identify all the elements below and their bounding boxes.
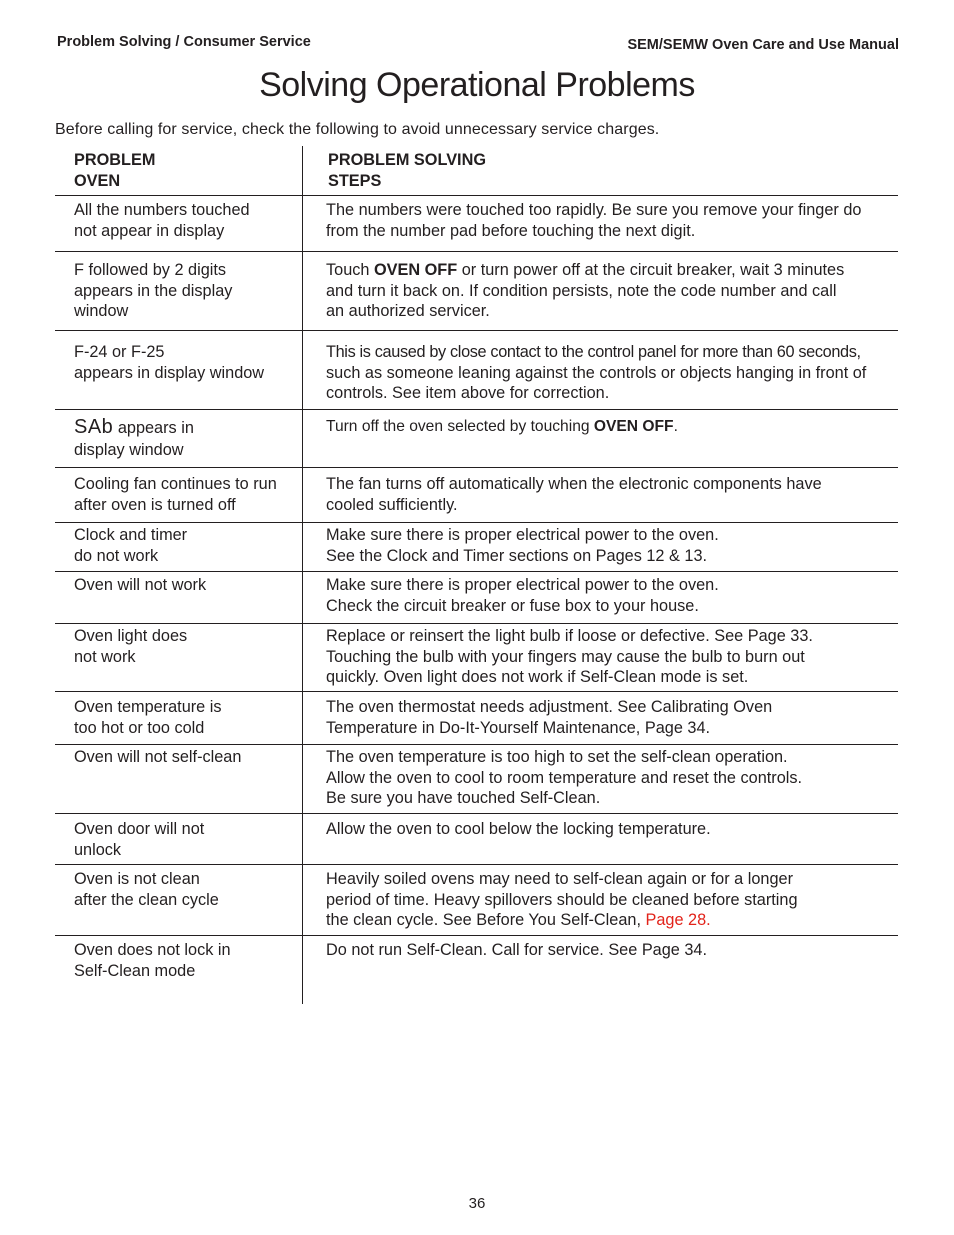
row-divider: [55, 935, 898, 936]
table-cell-line: appears in the display: [74, 281, 233, 300]
table-cell-line: Oven light does: [74, 627, 188, 645]
table-cell-line: All the numbers touched: [74, 201, 250, 219]
table-cell-line: OVEN: [74, 172, 121, 190]
row-divider: [55, 195, 898, 196]
page-28-link[interactable]: Page 28.: [645, 911, 711, 930]
table-row-solution: [326, 575, 719, 616]
row-divider: [55, 409, 898, 410]
table-row-problem: [74, 940, 231, 981]
row-divider: [55, 813, 898, 814]
table-cell-line: .: [673, 418, 678, 435]
table-row-problem: [74, 342, 264, 383]
sab-display-code: SAb: [74, 416, 114, 438]
table-cell-line: Cooling fan continues to run: [74, 475, 277, 493]
table-cell-line: not work: [74, 647, 136, 666]
table-cell-line: Make sure there is proper electrical power to the oven.: [326, 526, 719, 544]
table-row-problem: [74, 525, 187, 566]
table-cell-line: Oven does not lock in: [74, 941, 231, 959]
row-divider: [55, 522, 898, 523]
table-row-solution: [326, 525, 719, 566]
table-row-problem: [74, 697, 222, 738]
table-cell-line: PROBLEM: [74, 151, 156, 169]
table-cell-line: Allow the oven to cool below the locking temperature.: [326, 820, 711, 838]
table-cell-line: The oven thermostat needs adjustment. See Calibrating Oven: [326, 698, 773, 716]
table-row-problem: [74, 819, 204, 860]
table-cell-line: Allow the oven to cool to room temperature and reset the controls.: [326, 768, 803, 787]
table-cell-line: an authorized servicer.: [326, 302, 490, 321]
row-divider: [55, 571, 898, 572]
page-number: 36: [468, 1195, 486, 1212]
table-row-problem: [74, 869, 219, 910]
table-row-solution: [326, 697, 772, 738]
table-cell-line: Touching the bulb with your fingers may cause the bulb to burn out: [326, 647, 805, 666]
table-cell-line: Oven will not work: [74, 576, 207, 594]
table-cell-line: F followed by 2 digits: [74, 261, 227, 279]
table-row-solution: [326, 819, 711, 840]
table-cell-line: after oven is turned off: [74, 495, 236, 514]
row-divider: [55, 864, 898, 865]
table-cell-line: This is caused by close contact to the control panel for more than 60 seconds,: [326, 343, 861, 361]
table-row-solution: [326, 260, 844, 322]
row-divider: [55, 467, 898, 468]
running-header-section: Problem Solving / Consumer Service: [57, 34, 311, 50]
table-cell-line: [74, 415, 194, 440]
table-row-solution: [326, 200, 861, 241]
table-cell-line: after the clean cycle: [74, 890, 219, 909]
table-cell-line: cooled sufficiently.: [326, 495, 458, 514]
table-cell-line: quickly. Oven light does not work if Self-Clean mode is set.: [326, 668, 749, 687]
table-cell-line: See the Clock and Timer sections on Pages 12 & 13.: [326, 546, 708, 565]
table-cell-line: Heavily soiled ovens may need to self-clean again or for a longer: [326, 870, 793, 888]
table-row-problem: [74, 200, 250, 241]
page-title: Solving Operational Problems: [259, 66, 695, 104]
table-cell-line: unlock: [74, 840, 122, 859]
table-cell-line: Oven door will not: [74, 820, 205, 838]
table-cell-line: Oven temperature is: [74, 698, 222, 716]
table-cell-line: Oven is not clean: [74, 870, 200, 888]
table-cell-line: period of time. Heavy spillovers should be cleaned before starting: [326, 890, 798, 909]
table-cell-line: Check the circuit breaker or fuse box to your house.: [326, 596, 699, 615]
header-problem: [74, 150, 155, 192]
table-row-solution: [326, 626, 813, 688]
table-row-problem: [74, 415, 194, 460]
table-cell-line: Make sure there is proper electrical power to the oven.: [326, 576, 719, 594]
row-divider: [55, 691, 898, 692]
table-cell-line: appears in: [113, 419, 194, 437]
oven-off-key: OVEN OFF: [373, 261, 458, 279]
table-cell-line: [326, 417, 678, 438]
table-row-solution: [326, 869, 798, 931]
table-cell-line: window: [74, 302, 129, 321]
table-cell-line: The oven temperature is too high to set the self-clean operation.: [326, 748, 788, 766]
table-cell-line: Be sure you have touched Self-Clean.: [326, 789, 601, 808]
table-cell-line: The numbers were touched too rapidly. Be sure you remove your finger do: [326, 201, 862, 219]
table-cell-line: or turn power off at the circuit breaker, wait 3 minutes: [457, 261, 845, 279]
table-cell-line: Clock and timer: [74, 526, 188, 544]
table-row-problem: [74, 260, 232, 322]
table-cell-line: Temperature in Do-It-Yourself Maintenance, Page 34.: [326, 718, 711, 737]
table-row-solution: [326, 474, 822, 515]
table-row-solution: [326, 417, 678, 438]
table-row-problem: [74, 575, 206, 596]
header-solution: [328, 150, 486, 192]
table-cell-line: [326, 910, 798, 931]
table-row-problem: [74, 626, 187, 667]
row-divider: [55, 623, 898, 624]
column-divider: [302, 146, 303, 1004]
table-cell-line: [326, 260, 844, 281]
row-divider: [55, 744, 898, 745]
table-row-solution: [326, 747, 802, 809]
table-cell-line: and turn it back on. If condition persists, note the code number and call: [326, 281, 837, 300]
row-divider: [55, 251, 898, 252]
table-cell-line: Do not run Self-Clean. Call for service. See Page 34.: [326, 941, 707, 959]
table-row-problem: [74, 474, 277, 515]
table-cell-line: PROBLEM SOLVING: [328, 151, 486, 169]
table-row-problem: [74, 747, 241, 768]
table-cell-line: Self-Clean mode: [74, 961, 196, 980]
table-cell-line: do not work: [74, 546, 159, 565]
table-cell-line: Oven will not self-clean: [74, 748, 242, 766]
intro-text: Before calling for service, check the following to avoid unnecessary service charges.: [55, 121, 660, 138]
table-row-solution: [326, 940, 707, 961]
table-cell-line: the clean cycle. See Before You Self-Clean,: [326, 911, 646, 930]
table-cell-line: Touch: [326, 261, 374, 279]
running-header-manual: SEM/SEMW Oven Care and Use Manual: [627, 37, 899, 53]
table-cell-line: too hot or too cold: [74, 718, 205, 737]
table-cell-line: not appear in display: [74, 221, 225, 240]
table-cell-line: from the number pad before touching the next digit.: [326, 221, 696, 240]
table-cell-line: controls. See item above for correction.: [326, 384, 610, 403]
table-row-solution: [326, 342, 866, 404]
table-cell-line: STEPS: [328, 172, 382, 190]
table-cell-line: Turn off the oven selected by touching: [326, 418, 594, 435]
table-cell-line: F-24 or F-25: [74, 343, 165, 361]
table-cell-line: appears in display window: [74, 363, 265, 382]
row-divider: [55, 330, 898, 331]
table-cell-line: display window: [74, 441, 184, 459]
table-cell-line: such as someone leaning against the controls or objects hanging in front of: [326, 363, 867, 382]
oven-off-key: OVEN OFF: [593, 418, 674, 435]
table-cell-line: Replace or reinsert the light bulb if loose or defective. See Page 33.: [326, 627, 813, 645]
table-cell-line: The fan turns off automatically when the electronic components have: [326, 475, 822, 493]
